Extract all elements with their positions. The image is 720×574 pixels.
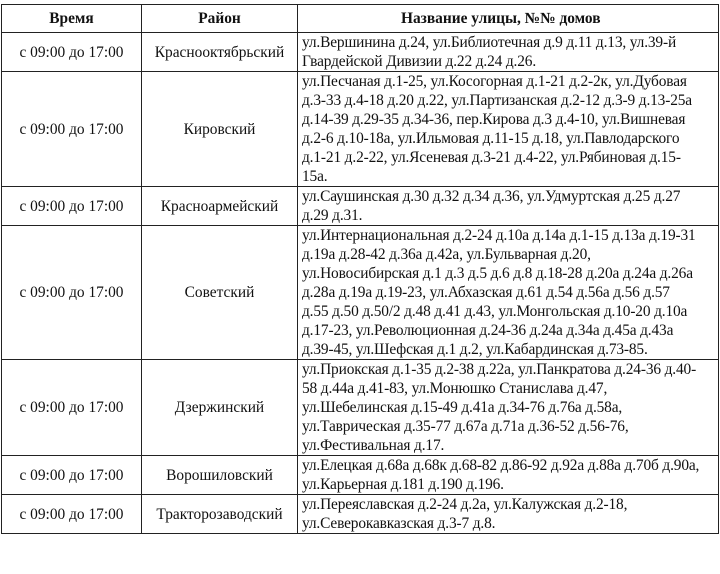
street-line: ул.Карьерная д.181 д.190 д.196. — [302, 476, 504, 493]
street-line: ул.Приокская д.1-35 д.2-38 д.22а, ул.Панкратова д.24-36 д.40- — [302, 361, 697, 378]
street-line: д.39-45, ул.Шефская д.1 д.2, ул.Кабардинская д.73-85. — [302, 341, 648, 358]
street-line: ул.Переяславская д.2-24 д.2а, ул.Калужская д.2-18, — [302, 496, 628, 513]
district-cell: Краснооктябрьский — [142, 33, 298, 72]
street-line: д.3-33 д.4-18 д.20 д.22, ул.Партизанская д.2-12 д.3-9 д.13-25а — [302, 92, 692, 109]
street-line: д.28а д.19а д.19-23, ул.Абхазская д.61 д.54 д.56а д.56 д.57 — [302, 284, 670, 301]
street-line: ул.Северокавказская д.3-7 д.8. — [302, 515, 496, 532]
street-line: ул.Елецкая д.68а д.68к д.68-82 д.86-92 д.92а д.88а д.70б д.90а, — [302, 457, 700, 474]
district-cell: Советский — [142, 226, 298, 360]
table-row — [2, 360, 719, 456]
street-line: д.19а д.28-42 д.36а д.42а, ул.Бульварная д.20, — [302, 246, 591, 263]
street-line: д.17-23, ул.Революционная д.24-36 д.24а д.34а д.45а д.43а — [302, 322, 674, 339]
streets-cell — [298, 187, 719, 226]
table-row — [2, 33, 719, 72]
time-cell: с 09:00 до 17:00 — [2, 72, 142, 187]
street-line: ул.Песчаная д.1-25, ул.Косогорная д.1-21 д.2-2к, ул.Дубовая — [302, 73, 687, 90]
street-line: ул.Фестивальная д.17. — [302, 437, 445, 454]
table-row — [2, 495, 719, 534]
street-line: д.14-39 д.29-35 д.34-36, пер.Кирова д.3 д.4-10, ул.Вишневая — [302, 111, 686, 128]
power-outage-schedule-table — [1, 4, 719, 534]
time-cell: с 09:00 до 17:00 — [2, 226, 142, 360]
streets-cell — [298, 226, 719, 360]
header-time: Время — [2, 5, 142, 33]
table-row — [2, 226, 719, 360]
table-row — [2, 456, 719, 495]
table-row — [2, 72, 719, 187]
street-line: 58 д.44а д.41-83, ул.Монюшко Станислава д.47, — [302, 380, 608, 397]
street-line: 15а. — [302, 168, 328, 185]
street-line: ул.Интернациональная д.2-24 д.10а д.14а д.1-15 д.13а д.19-31 — [302, 227, 696, 244]
header-row — [2, 5, 719, 33]
street-line: д.2-6 д.10-18а, ул.Ильмовая д.11-15 д.18, ул.Павлодарского — [302, 130, 680, 147]
street-line: ул.Саушинская д.30 д.32 д.34 д.36, ул.Удмуртская д.25 д.27 — [302, 188, 681, 205]
streets-cell — [298, 72, 719, 187]
time-cell: с 09:00 до 17:00 — [2, 495, 142, 534]
street-line: д.55 д.50 д.50/2 д.48 д.41 д.43, ул.Монгольская д.10-20 д.10а — [302, 303, 688, 320]
time-cell: с 09:00 до 17:00 — [2, 360, 142, 456]
time-cell: с 09:00 до 17:00 — [2, 456, 142, 495]
district-cell: Кировский — [142, 72, 298, 187]
table-row — [2, 187, 719, 226]
streets-cell — [298, 456, 719, 495]
street-line: ул.Таврическая д.35-77 д.67а д.71а д.36-52 д.56-76, — [302, 418, 629, 435]
streets-cell — [298, 360, 719, 456]
district-cell: Ворошиловский — [142, 456, 298, 495]
street-line: ул.Шебелинская д.15-49 д.41а д.34-76 д.76а д.58а, — [302, 399, 623, 416]
header-streets: Название улицы, №№ домов — [298, 5, 719, 33]
street-line: ул.Вершинина д.24, ул.Библиотечная д.9 д.11 д.13, ул.39-й — [302, 34, 677, 51]
street-line: ул.Новосибирская д.1 д.3 д.5 д.6 д.8 д.18-28 д.20а д.24а д.26а — [302, 265, 693, 282]
street-line: д.1-21 д.2-22, ул.Ясеневая д.3-21 д.4-22, ул.Рябиновая д.15- — [302, 149, 681, 166]
district-cell: Красноармейский — [142, 187, 298, 226]
district-cell: Тракторозаводский — [142, 495, 298, 534]
time-cell: с 09:00 до 17:00 — [2, 33, 142, 72]
street-line: д.29 д.31. — [302, 207, 363, 224]
time-cell: с 09:00 до 17:00 — [2, 187, 142, 226]
streets-cell — [298, 495, 719, 534]
streets-cell — [298, 33, 719, 72]
street-line: Гвардейской Дивизии д.22 д.24 д.26. — [302, 53, 537, 70]
header-district: Район — [142, 5, 298, 33]
district-cell: Дзержинский — [142, 360, 298, 456]
